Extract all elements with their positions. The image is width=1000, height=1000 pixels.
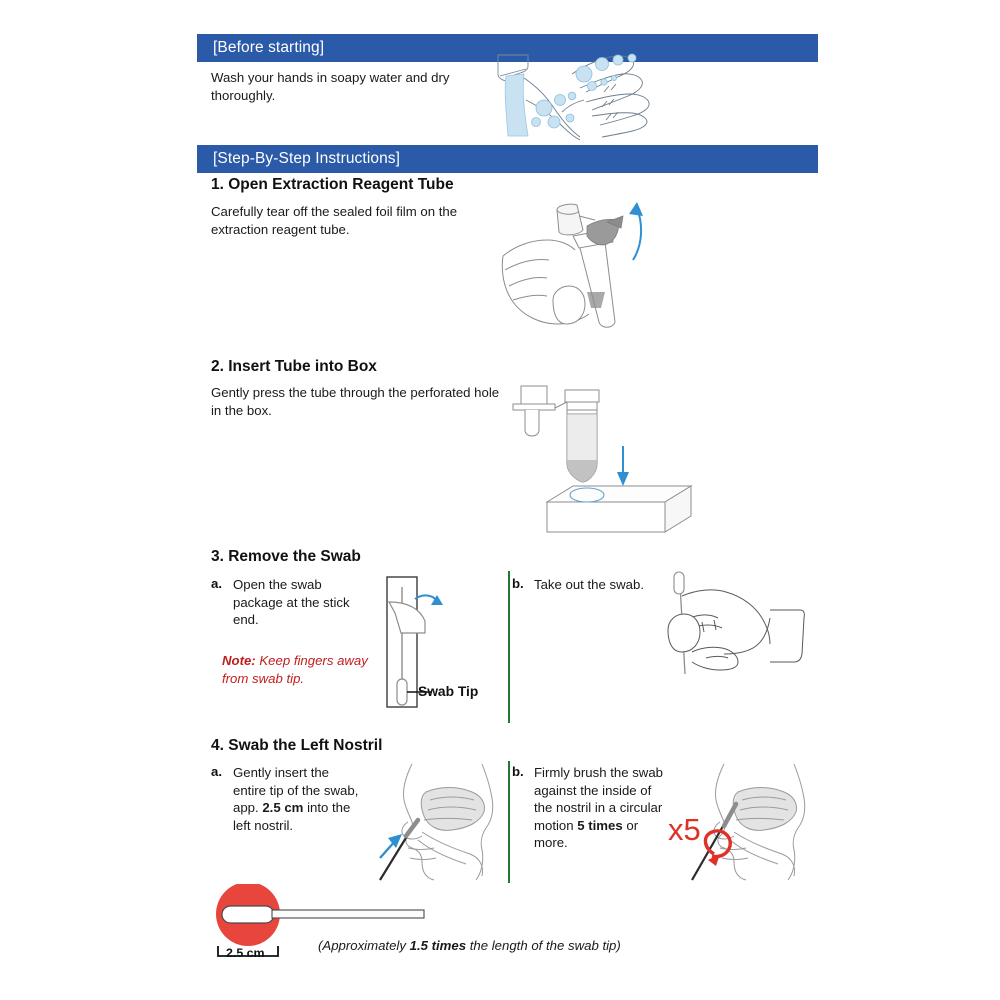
step-4b-letter: b. [512,764,524,779]
step-4b-illustration [690,762,820,882]
step-2-illustration [505,382,705,537]
swab-length-caption [318,938,621,953]
step-4-column-divider [508,761,510,883]
step-3a-note [222,652,372,688]
step-3b-line2: swab. [609,577,644,592]
step-2-body: Gently press the tube through the perforated hole in the box. [211,385,500,418]
step-4a-text-post: into the left nostril. [233,800,351,833]
peel-arrow-head [629,202,643,216]
section-header-step-by-step [197,145,818,173]
swab-tip [222,906,274,923]
caption-pre: (Approximately [318,938,410,953]
step-3a-body [233,576,351,629]
note-lead: Note: [222,653,256,668]
step-4a-body [233,764,363,834]
water-stream [505,74,528,136]
caption-post: the length of the swab tip) [466,938,621,953]
step-1-illustration [495,196,685,331]
step-4b-text-pre: Firmly brush the swab against the inside of the nostril in a circular motion [534,765,663,833]
section-header-step-by-step-label: [Step-By-Step Instructions] [213,150,401,167]
step-3b-line1: Take out the [534,577,606,592]
soap-bubbles [532,54,637,128]
step-4b-text-bold: 5 times [577,817,623,833]
insert-arrow-head [617,472,629,486]
step-4b-text-post: or more. [534,817,639,850]
step-3b-letter: b. [512,576,524,591]
swab-tip [397,679,407,705]
section-header-before-starting-label: [Before starting] [213,39,325,56]
swab-tip [674,572,684,594]
scale-measure-label: 2.5 cm [226,946,265,960]
caption-bold: 1.5 times [409,938,467,953]
step-1-title: 1. Open Extraction Reagent Tube [211,176,454,193]
step-4a-letter: a. [211,764,222,779]
note-rest: Keep fingers away from swab tip. [222,653,368,686]
step-4-title: 4. Swab the Left Nostril [211,737,383,754]
step-3b-body [534,576,644,594]
step-4a-illustration [378,762,508,882]
step-3-column-divider [508,571,510,723]
step-3b-illustration [652,570,812,680]
handwashing-illustration [480,52,700,142]
step-2-title: 2. Insert Tube into Box [211,358,377,375]
before-starting-body: Wash your hands in soapy water and dry thoroughly. [211,70,450,103]
swab-shaft [272,910,424,918]
swab-tip-callout-label: Swab Tip [418,684,479,699]
repeat-count-label: x5 [668,812,701,847]
step-3a-line1: Open the swab [233,577,322,592]
step-3-title: 3. Remove the Swab [211,548,361,565]
step-4a-text-bold: 2.5 cm [262,800,304,815]
step-3a-line2: package at the stick [233,594,350,610]
step-4b-body [534,764,668,852]
step-4a-text-pre: Gently insert the entire tip of the swab, app. [233,765,359,815]
step-3a-letter: a. [211,576,222,591]
peel-direction-arrow [633,208,641,260]
step-3a-line3: end. [233,612,259,627]
step-1-body: Carefully tear off the sealed foil film on the extraction reagent tube. [211,204,458,237]
